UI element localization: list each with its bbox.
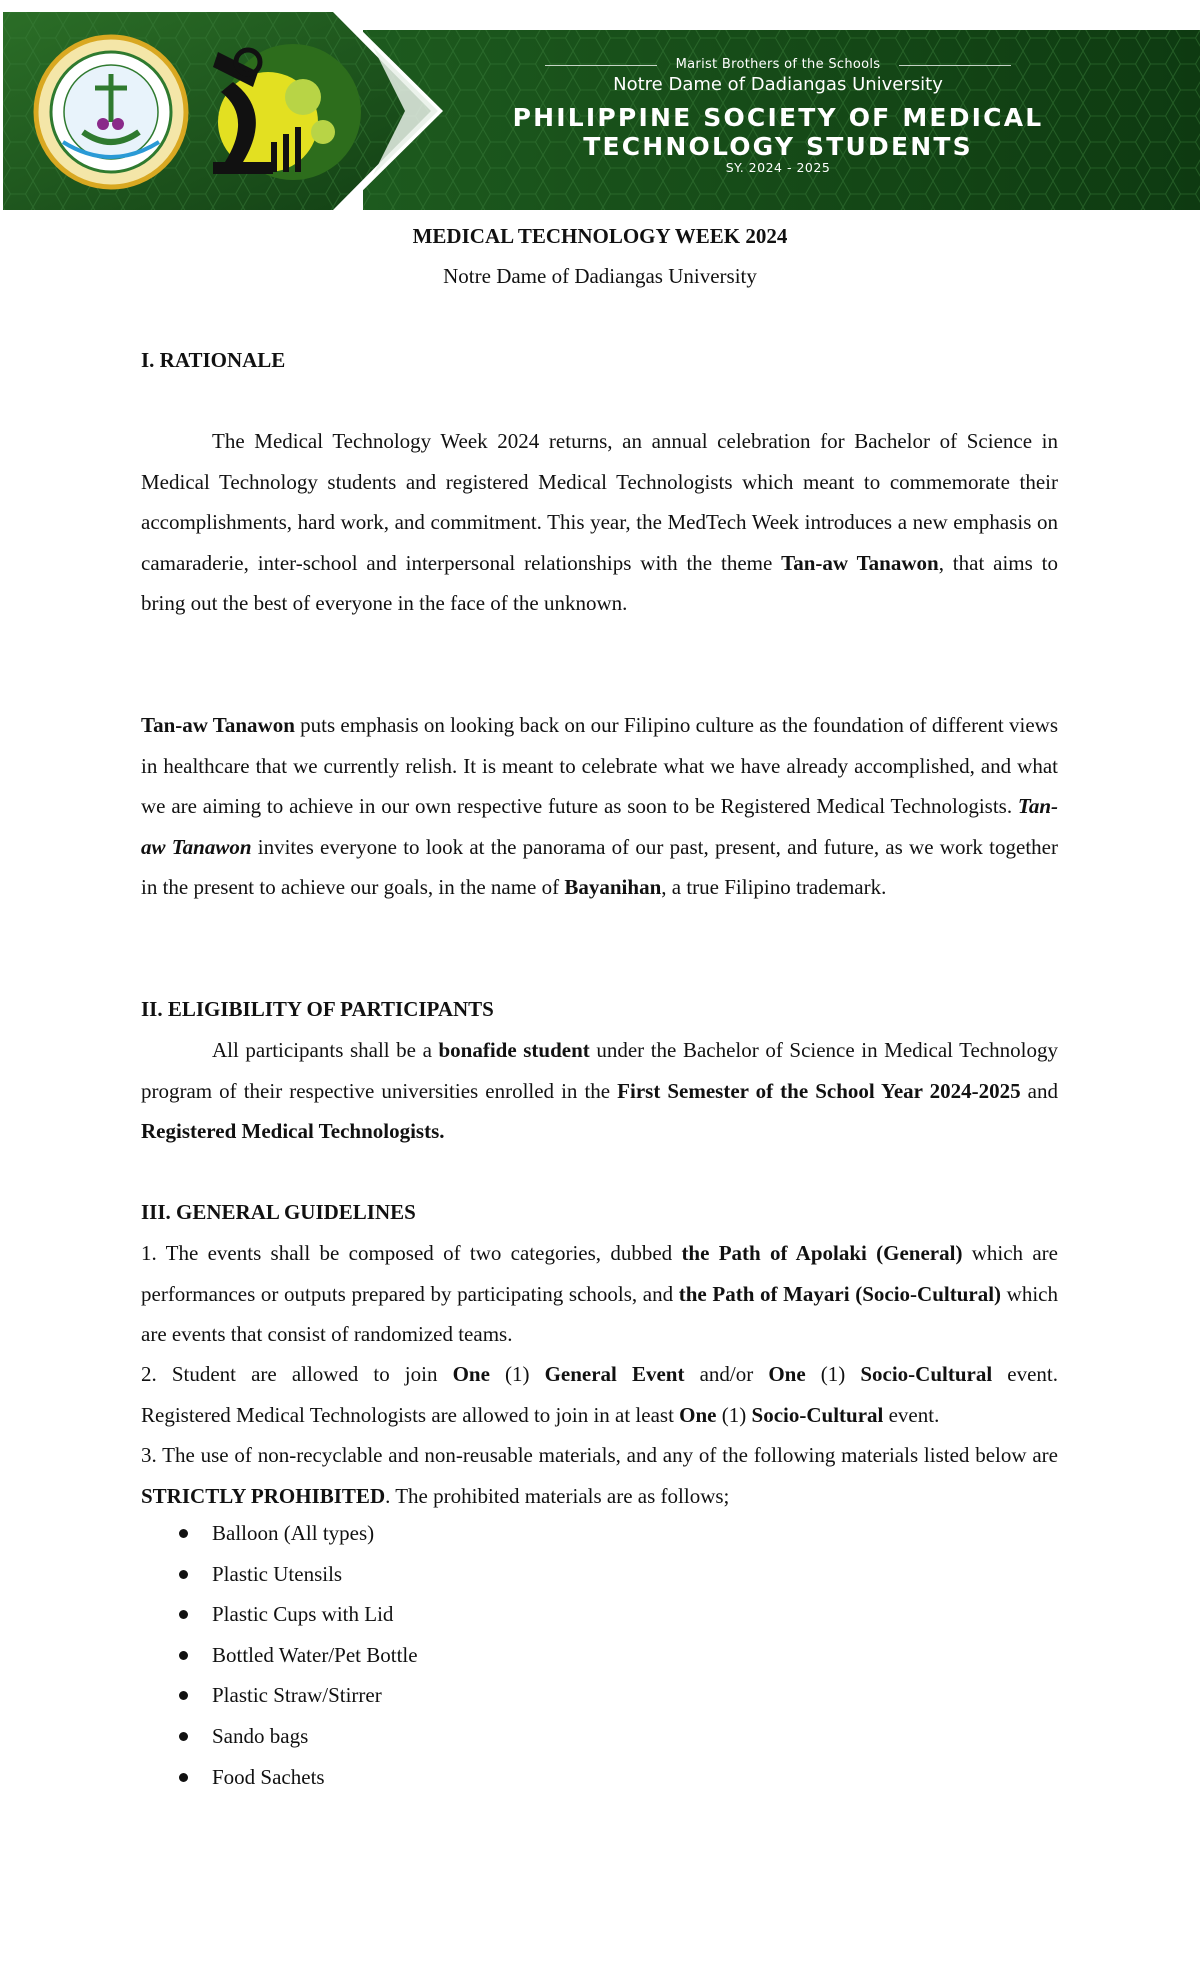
rationale-paragraph-2: [141, 705, 1058, 908]
eligibility-registered-medtech: Registered Medical Technologists.: [141, 1119, 445, 1144]
eligibility-semester: First Semester of the School Year 2024-2025: [617, 1078, 1021, 1103]
guideline-1: [141, 1233, 1058, 1355]
rationale-p1-text-c: , that aims to bring out the best of everyone in the face of the unknown.: [141, 550, 1059, 616]
guideline-2b-socio-cultural: Socio-Cultural: [751, 1403, 884, 1427]
rationale-p2-text-d: invites everyone to look at the panorama of our past, present, and future, as we work together in the present to achieve our goals, in the name of: [141, 834, 1058, 900]
banner-org-line: Marist Brothers of the Schools: [675, 57, 881, 72]
guideline-3-text-c: . The prohibited materials are as follows;: [385, 1483, 730, 1508]
guideline-2: [141, 1354, 1058, 1395]
rationale-heading: I. RATIONALE: [141, 348, 286, 372]
document-subtitle: Notre Dame of Dadiangas University: [443, 264, 757, 288]
guideline-3: [141, 1435, 1058, 1516]
header-banner: [3, 12, 1200, 210]
guideline-2-text-g: (1): [805, 1362, 861, 1386]
document-title: MEDICAL TECHNOLOGY WEEK 2024: [412, 224, 788, 248]
guidelines-heading: III. GENERAL GUIDELINES: [141, 1200, 416, 1224]
guideline-2-text-c: (1): [489, 1362, 545, 1386]
microscope-logo-icon: [213, 44, 361, 180]
banner-organization-title: [433, 103, 1123, 161]
rationale-bayanihan: Bayanihan: [564, 875, 662, 900]
guideline-2-general-event: General Event: [544, 1362, 685, 1386]
rationale-p1-text-a: The Medical Technology Week 2024 returns, an annual celebration for Bachelor of Science in Medical Technology students and registered Medical Technologists which meant to commemorate their accomplishments, hard work, and commitment. This year, the MedTech Week introduces a new emphasis on camaraderie, inter-school and interpersonal relationships with the theme: [141, 429, 1058, 575]
eligibility-text-a: All participants shall be a: [212, 1038, 439, 1062]
banner-text-block: [433, 12, 1123, 210]
list-item: Plastic Utensils: [141, 1554, 841, 1595]
eligibility-paragraph: [141, 1030, 1058, 1152]
eligibility-text-e: and: [1020, 1078, 1058, 1103]
eligibility-text-c: under the Bachelor of Science in Medical Technology program of their respective universities enrolled in the: [141, 1038, 1059, 1103]
rationale-theme-name: Tan-aw Tanawon: [781, 550, 939, 575]
guideline-3-text-a: 3. The use of non-recyclable and non-reusable materials, and any of the following materials listed below are: [141, 1443, 1058, 1467]
guideline-1-path-apolaki: the Path of Apolaki (General): [681, 1241, 963, 1265]
guideline-1-text-a: 1. The events shall be composed of two categories, dubbed: [141, 1241, 682, 1265]
university-seal-icon: [36, 37, 186, 187]
guideline-2b-text-a: Registered Medical Technologists are allowed to join in at least: [141, 1403, 680, 1427]
list-item: Balloon (All types): [141, 1513, 841, 1554]
guideline-1-text-e: which are events that consist of randomized teams.: [141, 1281, 1058, 1347]
list-item: Plastic Straw/Stirrer: [141, 1675, 841, 1716]
banner-university-name: Notre Dame of Dadiangas University: [613, 74, 943, 95]
guideline-2-text-i: event.: [992, 1362, 1058, 1386]
guideline-2-text-a: 2. Student are allowed to join: [141, 1362, 453, 1386]
prohibited-materials-list: [141, 1513, 841, 1797]
guideline-2-one-a: One: [452, 1362, 490, 1386]
list-item: Sando bags: [141, 1716, 841, 1757]
guideline-1-path-mayari: the Path of Mayari (Socio-Cultural): [678, 1281, 1002, 1306]
banner-title-line-1: PHILIPPINE SOCIETY OF MEDICAL: [512, 103, 1044, 132]
guideline-2-continued: [141, 1395, 1058, 1436]
banner-title-line-2: TECHNOLOGY STUDENTS: [583, 132, 973, 161]
eligibility-heading: II. ELIGIBILITY OF PARTICIPANTS: [141, 997, 494, 1021]
guideline-1-text-c: which are performances or outputs prepared by participating schools, and: [141, 1241, 1058, 1306]
rationale-p2-text-b: puts emphasis on looking back on our Filipino culture as the foundation of different views in healthcare that we currently relish. It is meant to celebrate what we have already accomplished, and what we are aiming to achieve in our own respective future as soon to be Registered Medical Technologists.: [141, 713, 1059, 819]
rationale-p2-theme-name: Tan-aw Tanawon: [141, 713, 295, 737]
guideline-2b-text-c: (1): [716, 1403, 752, 1427]
guideline-2-socio-cultural: Socio-Cultural: [860, 1362, 993, 1386]
guideline-3-strictly-prohibited: STRICTLY PROHIBITED: [141, 1483, 386, 1508]
eligibility-bonafide: bonafide student: [438, 1038, 590, 1062]
list-item: Bottled Water/Pet Bottle: [141, 1635, 841, 1676]
guideline-2-one-b: One: [768, 1362, 806, 1386]
rationale-paragraph-1: [141, 421, 1058, 624]
guideline-2b-one: One: [679, 1403, 717, 1427]
list-item: Food Sachets: [141, 1757, 841, 1798]
guideline-2-text-e: and/or: [684, 1362, 769, 1386]
rationale-p2-text-f: , a true Filipino trademark.: [661, 875, 887, 900]
rationale-p2-theme-italic: Tan-aw Tanawon: [141, 794, 1058, 859]
guideline-2b-text-e: event.: [883, 1403, 940, 1427]
banner-school-year: SY. 2024 - 2025: [725, 160, 831, 175]
list-item: Plastic Cups with Lid: [141, 1594, 841, 1635]
